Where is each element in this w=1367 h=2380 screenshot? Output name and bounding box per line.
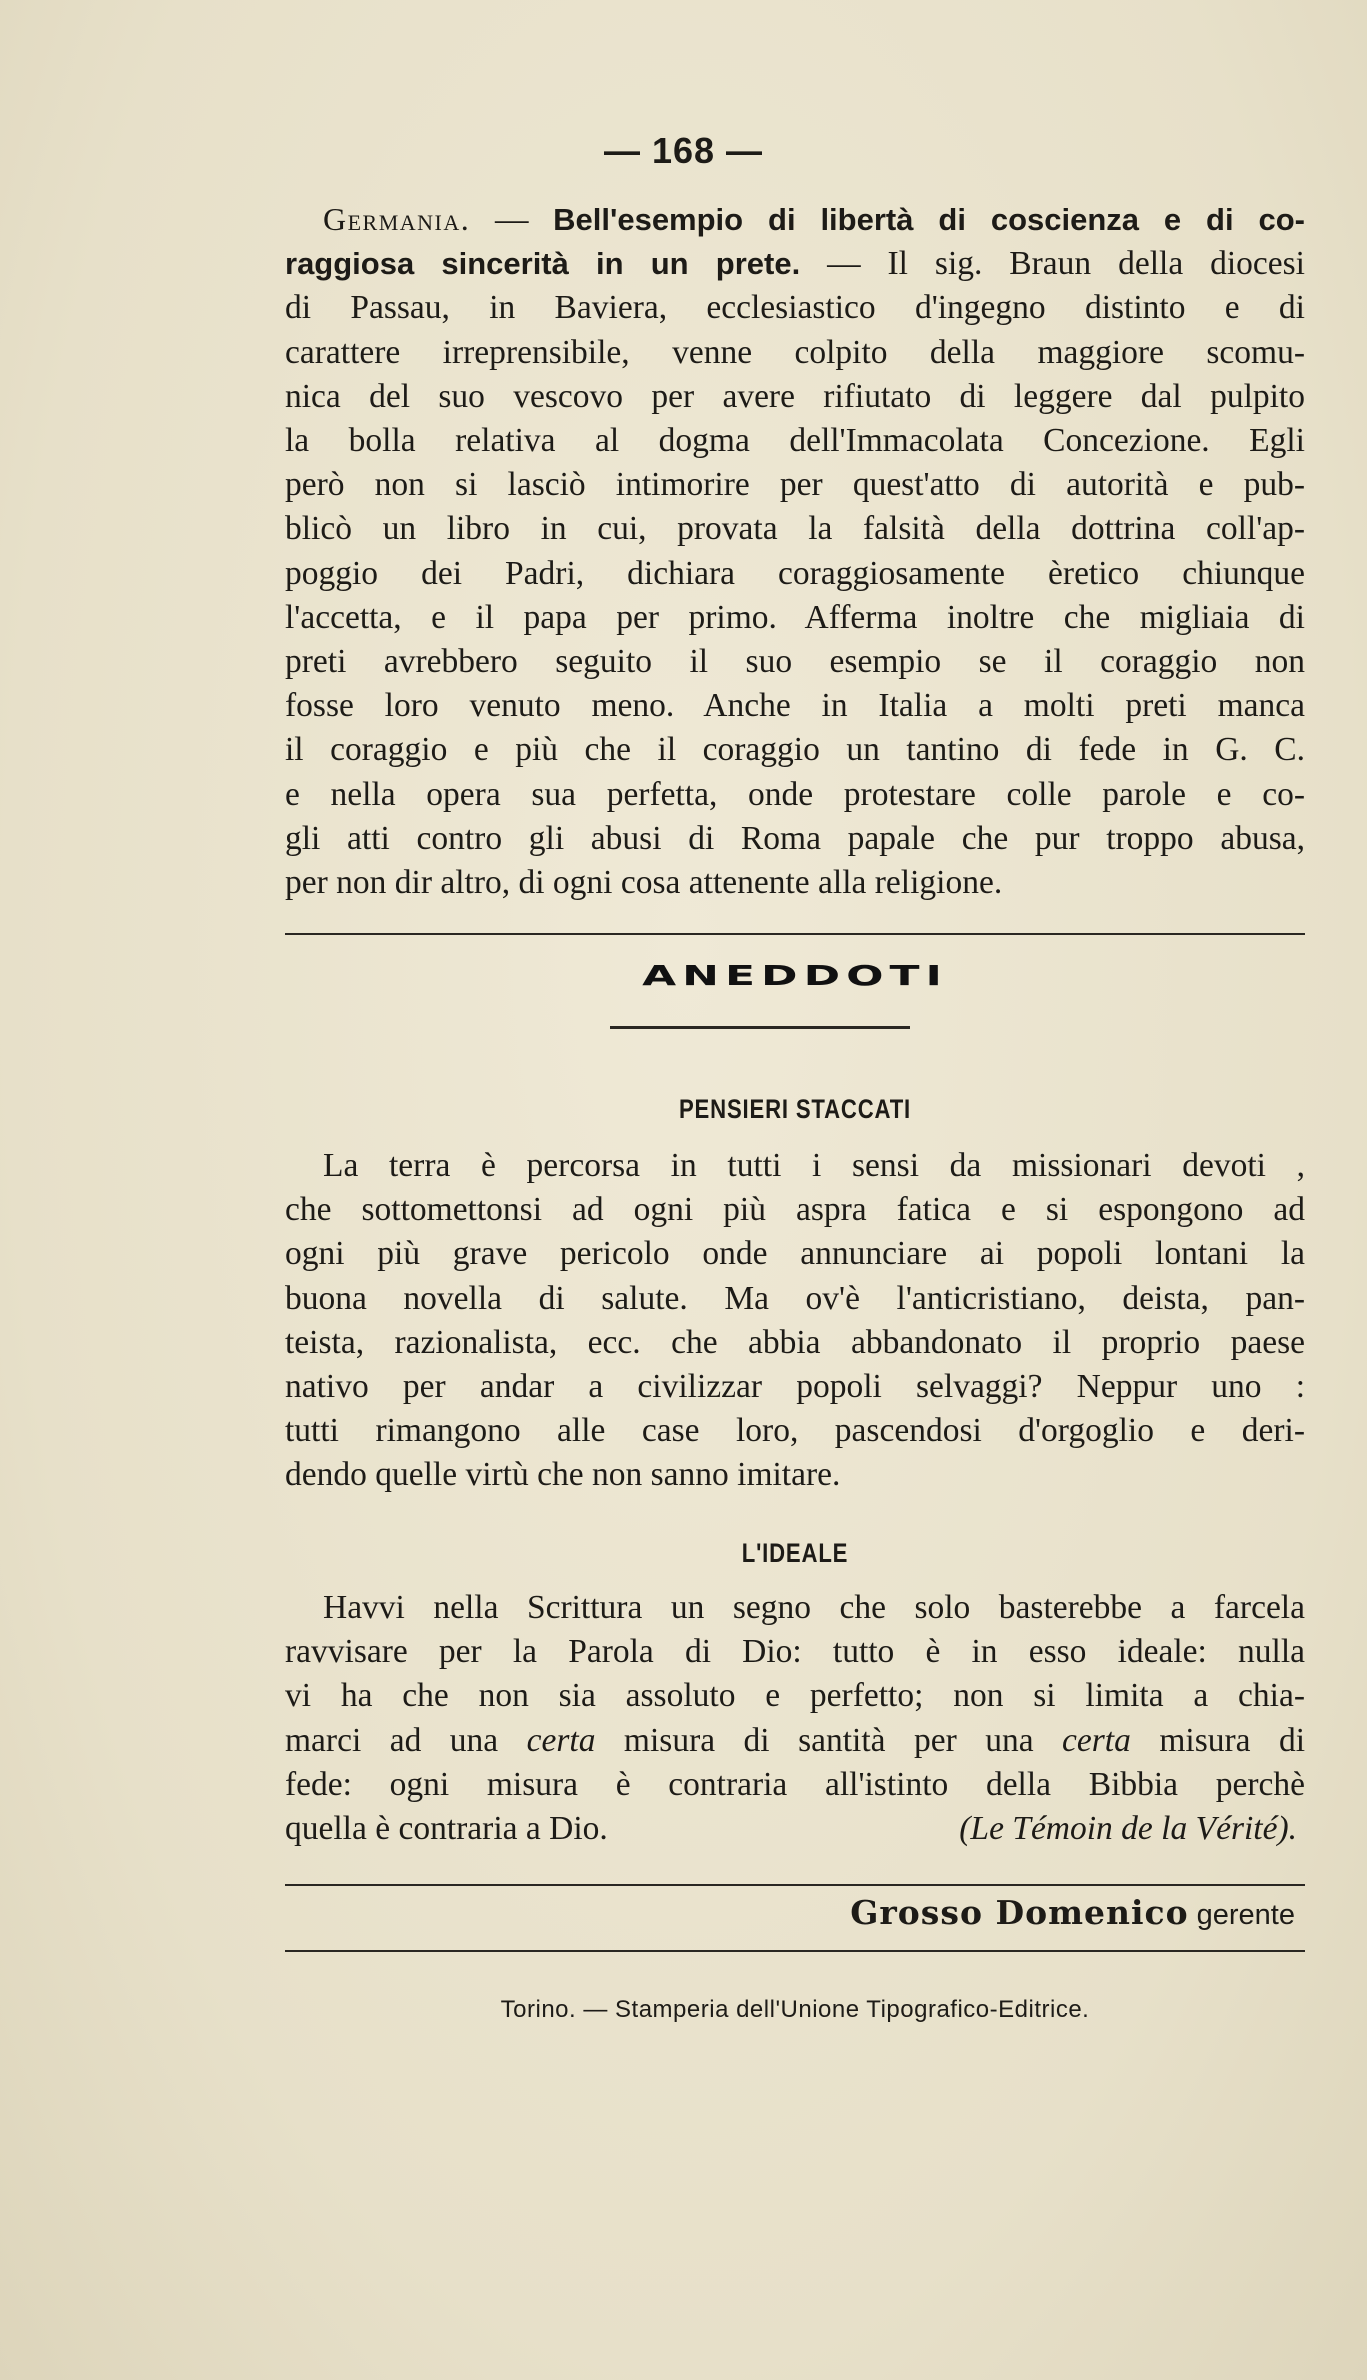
page-number: — 168 — xyxy=(603,130,764,171)
text-run: Havvi nella Scrittura un segno che solo basterebbe a farcela xyxy=(323,1589,1305,1626)
text-run: vi ha che non sia assoluto e perfetto; non si limita a chia- xyxy=(285,1677,1305,1715)
text-line xyxy=(285,507,1305,551)
text-line xyxy=(285,773,1305,817)
text-run: la bolla relativa al dogma dell'Immacolata Concezione. Egli xyxy=(285,422,1305,460)
text-line xyxy=(285,1144,1305,1188)
text-run: teista, razionalista, ecc. che abbia abbandonato il proprio paese xyxy=(285,1323,1305,1361)
gerente-name: Grosso Domenico xyxy=(850,1893,1189,1932)
text-run: — Il sig. Braun della diocesi xyxy=(800,245,1305,283)
text-run: fosse loro venuto meno. Anche in Italia a molti preti manca xyxy=(285,687,1305,725)
text-line xyxy=(285,861,1305,905)
text-run: nativo per andar a civilizzar popoli selvaggi? Neppur uno : xyxy=(285,1368,1305,1406)
pensieri-title: PENSIERI STACCATI xyxy=(678,1094,912,1124)
text-line xyxy=(285,1365,1305,1409)
text-run: gli atti contro gli abusi di Roma papale che pur troppo abusa, xyxy=(285,819,1305,857)
section-divider xyxy=(285,933,1305,935)
pensieri-paragraph xyxy=(285,1144,1305,1498)
text-line xyxy=(285,1674,1305,1718)
text-run: raggiosa sincerità in un prete. xyxy=(285,246,801,282)
text-line xyxy=(285,463,1305,507)
text-line xyxy=(285,1719,1305,1763)
ideale-article xyxy=(285,1586,1305,1851)
text-line xyxy=(285,728,1305,772)
text-run: nica del suo vescovo per avere rifiutato di leggere dal pulpito xyxy=(285,377,1305,415)
ideale-closing-text: quella è contraria a Dio. xyxy=(285,1810,608,1848)
text-line xyxy=(285,1232,1305,1276)
text-run: dendo quelle virtù che non sanno imitare. xyxy=(285,1456,841,1494)
text-run: tutti rimangono alle case loro, pascendosi d'orgoglio e deri- xyxy=(285,1412,1305,1450)
ideale-source: (Le Témoin de la Vérité). xyxy=(959,1810,1297,1848)
text-run: poggio dei Padri, dichiara coraggiosamente èretico chiunque xyxy=(285,554,1305,592)
text-line xyxy=(285,331,1305,375)
text-line xyxy=(285,817,1305,861)
text-run: carattere irreprensibile, venne colpito della maggiore scomu- xyxy=(285,333,1305,371)
text-run: marci ad una xyxy=(285,1721,527,1759)
text-line xyxy=(285,640,1305,684)
text-run: misura di santità per una xyxy=(595,1721,1063,1759)
text-run: e nella opera sua perfetta, onde protestare colle parole e co- xyxy=(285,775,1305,813)
text-line xyxy=(285,375,1305,419)
text-run: per non dir altro, di ogni cosa attenente alla religione. xyxy=(285,864,1003,902)
text-run: La terra è percorsa in tutti i sensi da missionari devoti , xyxy=(323,1147,1305,1184)
signature-line xyxy=(285,1893,1305,1932)
text-run: l'accetta, e il papa per primo. Afferma inoltre che migliaia di xyxy=(285,598,1305,636)
text-run: misura di xyxy=(1130,1721,1306,1759)
ideale-last-line xyxy=(285,1807,1305,1851)
text-line xyxy=(285,552,1305,596)
text-run: ravvisare per la Parola di Dio: tutto è in esso ideale: nulla xyxy=(285,1633,1305,1671)
text-line xyxy=(285,1409,1305,1453)
signature-rule-top xyxy=(285,1884,1305,1886)
text-run: Bell'esempio di libertà di coscienza e di co- xyxy=(553,202,1305,237)
germania-paragraph xyxy=(285,197,1305,905)
text-line xyxy=(285,419,1305,463)
text-line xyxy=(285,242,1305,286)
text-run: — xyxy=(470,201,554,238)
imprint: Torino. — Stamperia dell'Unione Tipografico-Editrice. xyxy=(500,1996,1090,2023)
text-run: che sottomettonsi ad ogni più aspra fatica e si espongono ad xyxy=(285,1191,1305,1229)
text-run: però non si lasciò intimorire per quest'atto di autorità e pub- xyxy=(285,466,1305,504)
text-line xyxy=(285,1763,1305,1807)
text-line xyxy=(285,1586,1305,1630)
text-line xyxy=(285,596,1305,640)
ideale-title: L'IDEALE xyxy=(741,1538,849,1568)
text-run: certa xyxy=(526,1721,596,1759)
text-line xyxy=(285,684,1305,728)
text-run: fede: ogni misura è contraria all'istinto della Bibbia perchè xyxy=(285,1765,1305,1803)
text-run: ogni più grave pericolo onde annunciare ai popoli lontani la xyxy=(285,1235,1305,1273)
ideale-paragraph xyxy=(285,1586,1305,1807)
aneddoti-banner: ANEDDOTI xyxy=(642,960,948,992)
gerente-role: gerente xyxy=(1196,1899,1295,1931)
text-run: certa xyxy=(1062,1721,1131,1759)
text-run: preti avrebbero seguito il suo esempio se il coraggio non xyxy=(285,643,1305,681)
text-line xyxy=(285,1453,1305,1497)
text-run: blicò un libro in cui, provata la falsità della dottrina coll'ap- xyxy=(285,510,1305,548)
banner-underline xyxy=(610,1026,910,1029)
text-run: Germania. xyxy=(323,201,471,237)
text-line xyxy=(285,197,1305,242)
text-run: buona novella di salute. Ma ov'è l'anticristiano, deista, pan- xyxy=(285,1279,1305,1317)
germania-article xyxy=(285,197,1305,905)
text-line xyxy=(285,1277,1305,1321)
text-run: di Passau, in Baviera, ecclesiastico d'ingegno distinto e di xyxy=(285,289,1305,327)
text-line xyxy=(285,1630,1305,1674)
text-line xyxy=(285,1188,1305,1232)
text-line xyxy=(285,286,1305,330)
signature-rule-bottom xyxy=(285,1950,1305,1952)
pensieri-article xyxy=(285,1144,1305,1498)
text-line xyxy=(285,1321,1305,1365)
text-run: il coraggio e più che il coraggio un tantino di fede in G. C. xyxy=(285,731,1305,769)
